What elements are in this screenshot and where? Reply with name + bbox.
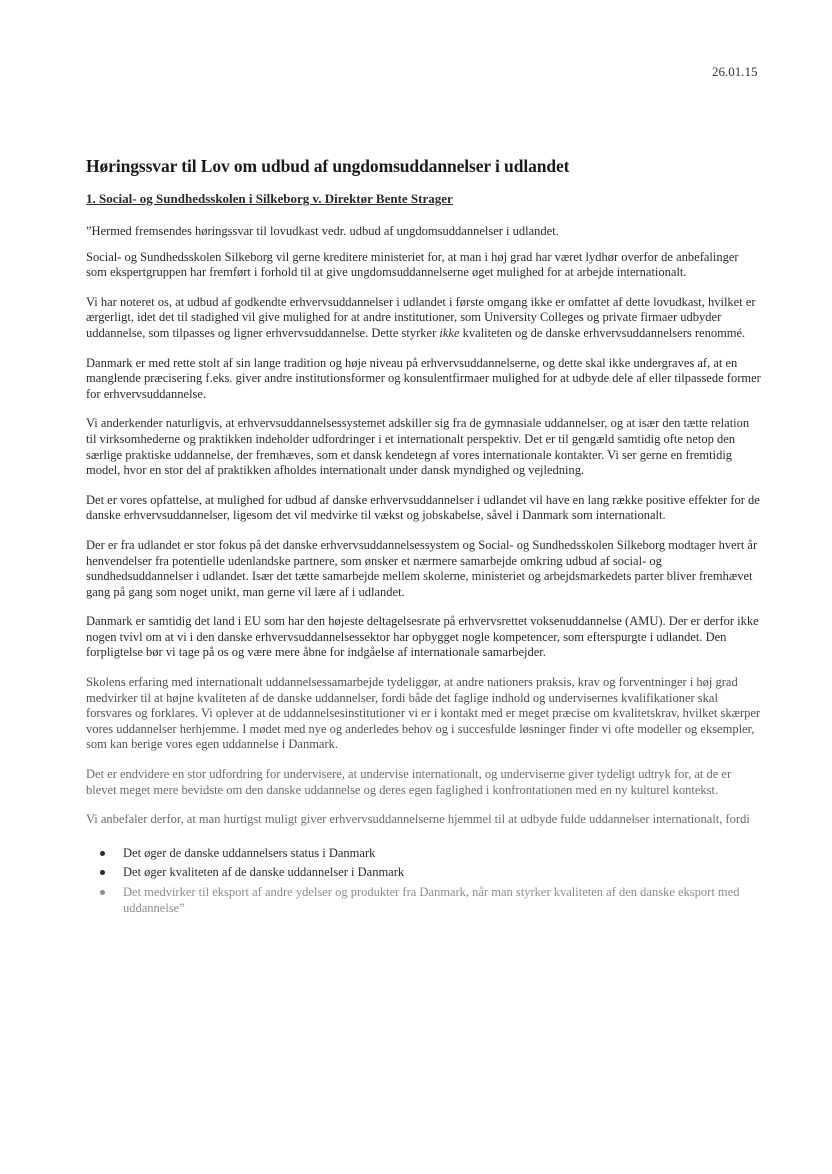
document-title: Høringssvar til Lov om udbud af ungdomsuddannelser i udlandet [86,156,570,176]
paragraph: Der er fra udlandet er stor fokus på det danske erhvervsuddannelsessystem og Social- og Sundhedsskolen Silkeborg modtager hvert år henvendelser fra potentielle udenlandske partnere, som ønsker et nærmere samarbejde omkring udbud af social- og sundhedsuddannelser i udlandet. Især det tætte samarbejde mellem skolerne, ministeriet og arbejdsmarkedets parter bliver fremhævet gang på gang som noget unikt, man gerne vil lære af i udlandet. [86,537,758,599]
paragraph: Vi anderkender naturligvis, at erhvervsuddannelsessystemet adskiller sig fra de gymnasiale uddannelser, og at især den tætte relation til virksomhederne og praktikken indeholder udfordringer i et internationalt perspektiv. Det er til gengæld samtidig ofte netop den særlige praktiske uddannelse, der fremhæves, som et dansk kendetegn af vores internationale kontakter. Vi ser gerne en fremtidig model, hvor en stor del af praktikken afholdes internationalt under dansk myndighed og vejledning. [86,416,750,478]
bullet-list [86,846,761,916]
paragraph: Det er endvidere en stor udfordring for undervisere, at undervise internationalt, og underviserne giver tydeligt udtryk for, at de er blevet meget mere bevidste om den danske uddannelse og deres egen faglighed i konfrontationen med en ny kulturel kontekst. [86,767,732,797]
list-item: Det øger de danske uddannelsers status i Danmark [100,846,761,862]
paragraph: Skolens erfaring med internationalt uddannelsessamarbejde tydeliggør, at andre nationers praksis, krav og forventninger i høj grad medvirker til at højne kvaliteten af de danske uddannelser, fordi både det faglige indhold og undervisernes kvalifikationer skal forsvares og forklares. Vi oplever at de uddannelsesinstitutioner vi er i kontakt med er meget præcise om kvalitetskrav, hvilket skærper vores uddannelser herhjemme. I mødet med nye og anderledes behov og i succesfulde løsninger finder vi ofte modeller og eksempler, som kan berige vores egen uddannelse i Danmark. [86,675,761,752]
paragraph: Det er vores opfattelse, at mulighed for udbud af danske erhvervsuddannelser i udlandet vil have en lang række positive effekter for de danske erhvervsuddannelser, ligesom det vil medvirke til vækst og jobskabelse, såvel i Danmark som internationalt. [86,492,760,523]
document-body [86,224,761,920]
paragraph-intro: ”Hermed fremsendes høringssvar til lovudkast vedr. udbud af ungdomsuddannelser i udlandet. [86,224,559,238]
document-date: 26.01.15 [712,64,758,79]
list-item: Det øger kvaliteten af de danske uddannelser i Danmark [100,865,761,881]
paragraph: Danmark er samtidig det land i EU som har den højeste deltagelsesrate på erhvervsrettet voksenuddannelse (AMU). Der er derfor ikke nogen tvivl om at vi i den danske erhvervsuddannelsessektor har opbygget nogle kompetencer, som efterspurgte i udlandet. Den forpligtelse bør vi tage på os og være mere åbne for indgåelse af internationale samarbejder. [86,614,759,660]
document-subtitle: 1. Social- og Sundhedsskolen i Silkeborg v. Direktør Bente Strager [86,191,453,206]
emphasis-text: ikke [439,325,460,340]
paragraph: Vi har noteret os, at udbud af godkendte erhvervsuddannelser i udlandet i første omgang ikke er omfattet af dette lovudkast, hvilket er ærgerligt, idet det til stadighed vil give mulighed for at andre institutioner, som University Colleges og private firmaer udbyder uddannelse, som tilpasses og ligner erhvervsuddannelse. Dette styrker ikke kvaliteten og de danske erhvervsuddannelsers renommé. [86,294,756,340]
paragraph: Social- og Sundhedsskolen Silkeborg vil gerne kreditere ministeriet for, at man i høj grad har været lydhør overfor de anbefalinger som ekspertgruppen har fremført i forhold til at give ungdomsuddannelserne øget mulighed for at arbejde internationalt. [86,249,739,280]
paragraph: Vi anbefaler derfor, at man hurtigst muligt giver erhvervsuddannelserne hjemmel til at udbyde fulde uddannelser internationalt, fordi [86,812,750,827]
list-item: Det medvirker til eksport af andre ydelser og produkter fra Danmark, når man styrker kvaliteten af den danske eksport med uddannelse” [100,885,761,916]
paragraph: Danmark er med rette stolt af sin lange tradition og høje niveau på erhvervsuddannelserne, og dette skal ikke undergraves af, at en manglende præcisering f.eks. giver andre institutionsformer og konsulentfirmaer mulighed for at udbyde dele af eller tilpassede former for erhvervsuddannelse. [86,355,761,401]
